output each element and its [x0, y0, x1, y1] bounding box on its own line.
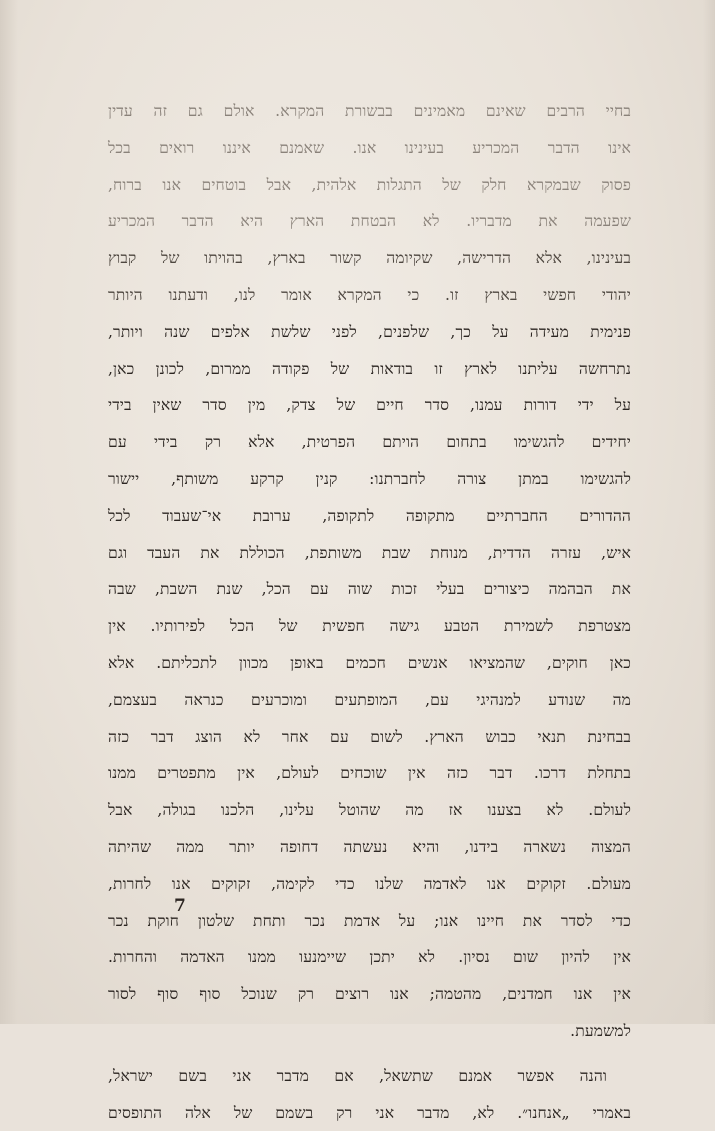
text-line: כדי לסדר את חיינו אנו; על אדמת נכר ותחת שלטון חוקת נכר	[108, 911, 631, 930]
text-line: פסוק שבמקרא חלק של התגלות אלהית, אבל בוטחים אנו ברוח,	[108, 175, 631, 194]
text-line: המצוה נשארה בידנו, והיא נעשתה דחופה יותר ממה שהיתה	[108, 837, 631, 856]
text-line: את הבהמה כיצורים בעלי זכות שוה עם הכל, שנת השבת, שבה	[108, 580, 631, 599]
page-text	[108, 93, 631, 1131]
text-line: והנה אפשר אמנם שתשאל, אם מדבר אני בשם ישראל,	[108, 1066, 607, 1085]
text-line: אין להיון שום נסיון. לא יתכן שיימנעו ממנו האדמה והחרות.	[108, 948, 631, 967]
text-line: שפעמה את מדבריו. לא הבטחת הארץ היא הדבר המכריע	[108, 212, 631, 231]
paragraph-1	[108, 93, 631, 1050]
text-line: אינו הדבר המכריע בעינינו אנו. שאמנם איננו רואים בכל	[108, 138, 631, 157]
text-line: כאן חוקים, שהמציאו אנשים חכמים באופן מכוון לתכליתם. אלא	[108, 653, 631, 672]
text-line: אין אנו חמדנים, מהטמה; אנו רוצים רק שנוכל סוף סוף לסור	[108, 985, 631, 1004]
text-line: מעולם. זקוקים אנו לאדמה שלנו כדי לקימה, זקוקים אנו לחרות,	[108, 874, 631, 893]
text-line: מצטרפת לשמירת הטבע גישה חפשית של הכל לפירותיו. אין	[108, 617, 631, 636]
text-line: נתרחשה עליתנו לארץ זו בודאות של פקודה ממרום, לכונן כאן,	[108, 359, 631, 378]
text-line: פנימית מעידה על כך, שלפנים, לפני שלשת אלפים שנה ויותר,	[108, 322, 631, 341]
text-line: בבחינת תנאי כבוש הארץ. לשום עם אחר לא הוצג דבר כזה	[108, 727, 631, 746]
text-line: יהודי חפשי בארץ זו. כי המקרא אומר לנו, ודעתנו היותר	[108, 285, 631, 304]
text-line: באמרי „אנחנו״. לא, מדבר אני רק בשמם של אלה התופסים	[108, 1103, 631, 1122]
text-line: בתחלת דרכו. דבר כזה אין שוכחים לעולם, אין מתפטרים ממנו	[108, 764, 631, 783]
text-line: איש, עזרה הדדית, מנוחת שבת משותפת, הכוללת את העבד וגם	[108, 543, 631, 562]
text-line: יחידים להגשימו בתחום הויתם הפרטית, אלא רק בידי עם	[108, 433, 631, 452]
text-line: מה שנודע למנהיגי עם, המופתעים ומוכרעים כנראה בעצמם,	[108, 690, 631, 709]
text-line: להגשימו במתן צורה לחברתנו: קנין קרקע משותף, יישור	[108, 469, 631, 488]
page-number: 7	[174, 896, 186, 916]
text-line: למשמעת.	[570, 1021, 631, 1040]
text-line: על ידי דורות עמנו, סדר חיים של צדק, מין סדר שאין בידי	[108, 396, 631, 415]
text-line: בחיי הרבים שאינם מאמינים בבשורת המקרא. אולם גם זה עדין	[108, 102, 631, 120]
text-line: בעינינו, אלא הדרישה, שקיומה קשור בארץ, בהויתו של קבוץ	[108, 249, 631, 268]
text-line: ההדורים החברתיים מתקופה לתקופה, ערובת אי־שעבוד לכל	[108, 506, 631, 525]
text-line: לעולם. לא בצענו אז מה שהוטל עלינו, הלכנו בגולה, אבל	[108, 801, 631, 820]
paragraph-2	[108, 1058, 631, 1131]
